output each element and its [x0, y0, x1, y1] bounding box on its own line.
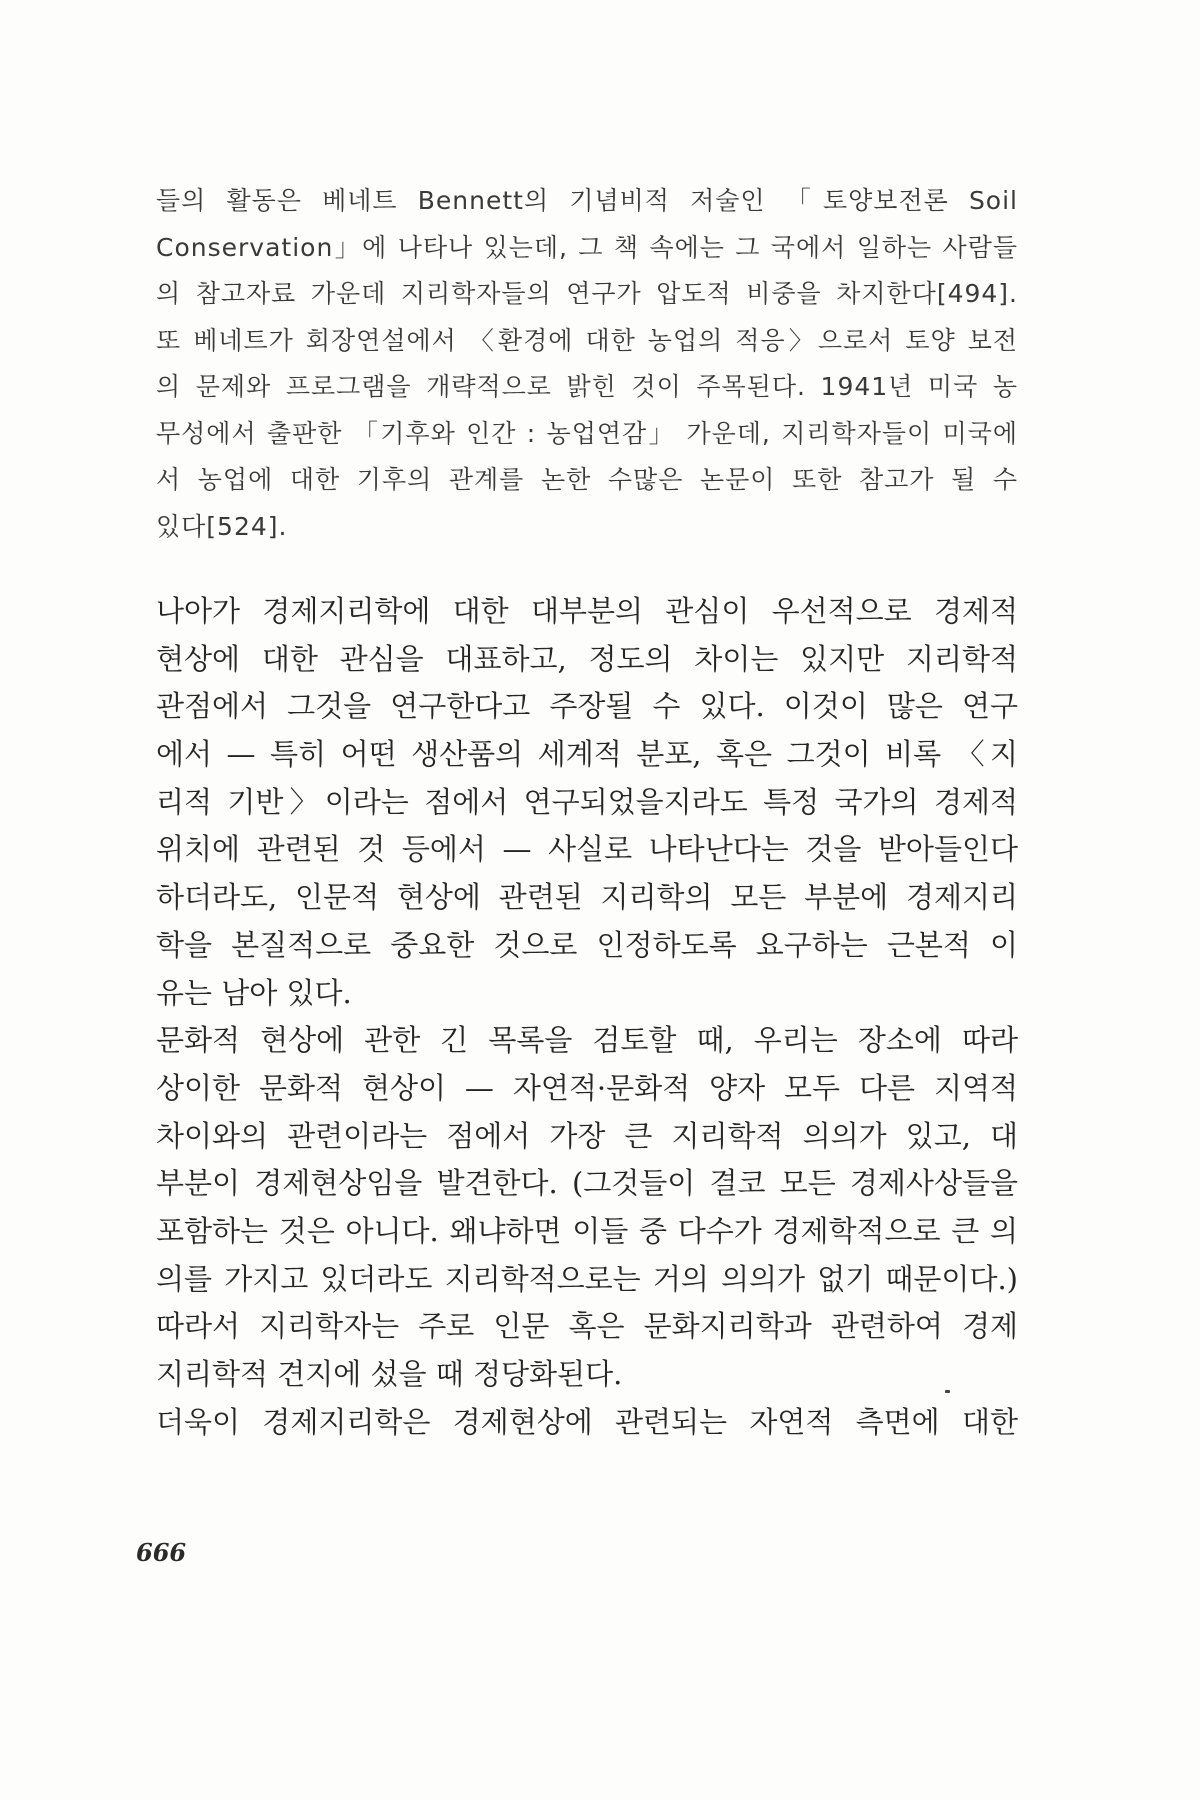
- quote-line: 의 문제와 프로그램을 개략적으로 밝힌 것이 주목된다. 1941년 미국 농: [156, 372, 1018, 401]
- quote-line: 무성에서 출판한 「기후와 인간 : 농업연감」 가운데, 지리학자들이 미국에: [156, 418, 1018, 448]
- body-line: 에서 — 특히 어떤 생산품의 세계적 분포, 혹은 그것이 비록 〈지: [156, 737, 1018, 772]
- body-line: 나아가 경제지리학에 대한 대부분의 관심이 우선적으로 경제적: [156, 594, 1018, 628]
- body-line: 포함하는 것은 아니다. 왜냐하면 이들 중 다수가 경제학적으로 큰 의: [156, 1213, 1018, 1248]
- body-line: 유는 남아 있다.: [156, 975, 352, 1010]
- body-line: 학을 본질적으로 중요한 것으로 인정하도록 요구하는 근본적 이: [156, 927, 1018, 962]
- body-line: 따라서 지리학자는 주로 인문 혹은 문화지리학과 관련하여 경제: [156, 1309, 1018, 1344]
- body-line: 부분이 경제현상임을 발견한다. (그것들이 결코 모든 경제사상들을: [156, 1166, 1018, 1201]
- quote-line: 있다[524].: [156, 511, 288, 541]
- indented-quote-block: [156, 178, 1018, 550]
- body-line: 차이와의 관련이라는 점에서 가장 큰 지리학적 의의가 있고, 대: [156, 1118, 1018, 1153]
- body-line: 지리학적 견지에 섰을 때 정당화된다.: [156, 1357, 623, 1391]
- quote-line: Conservation」에 나타나 있는데, 그 책 속에는 그 국에서 일하는 사람들: [156, 232, 1018, 262]
- body-line: 상이한 문화적 현상이 — 자연적·문화적 양자 모두 다른 지역적: [156, 1070, 1018, 1105]
- body-line: 관점에서 그것을 연구한다고 주장될 수 있다. 이것이 많은 연구: [156, 689, 1018, 724]
- quote-line: 또 베네트가 회장연설에서 〈환경에 대한 농업의 적응〉으로서 토양 보전: [156, 325, 1018, 355]
- body-line: 현상에 대한 관심을 대표하고, 정도의 차이는 있지만 지리학적: [156, 641, 1018, 676]
- quote-line: 의 참고자료 가운데 지리학자들의 연구가 압도적 비중을 차지한다[494].: [156, 279, 1018, 308]
- body-text: [156, 588, 1018, 1446]
- page-number: 666: [136, 1538, 187, 1567]
- body-line: 문화적 현상에 관한 긴 목록을 검토할 때, 우리는 장소에 따라: [156, 1023, 1018, 1058]
- print-speck: [945, 1390, 950, 1393]
- quote-line: 서 농업에 대한 기후의 관계를 논한 수많은 논문이 또한 참고가 될 수: [156, 465, 1018, 494]
- body-line: 의를 가지고 있더라도 지리학적으로는 거의 의의가 없기 때문이다.): [156, 1261, 1018, 1296]
- body-line: 더욱이 경제지리학은 경제현상에 관련되는 자연적 측면에 대한: [156, 1404, 1018, 1439]
- body-line: 하더라도, 인문적 현상에 관련된 지리학의 모든 부분에 경제지리: [156, 880, 1018, 915]
- body-line: 리적 기반〉이라는 점에서 연구되었을지라도 특정 국가의 경제적: [156, 784, 1018, 819]
- body-line: 위치에 관련된 것 등에서 — 사실로 나타난다는 것을 받아들인다: [156, 832, 1018, 867]
- quote-line: 들의 활동은 베네트 Bennett의 기념비적 저술인 「토양보전론 Soil: [156, 186, 1018, 215]
